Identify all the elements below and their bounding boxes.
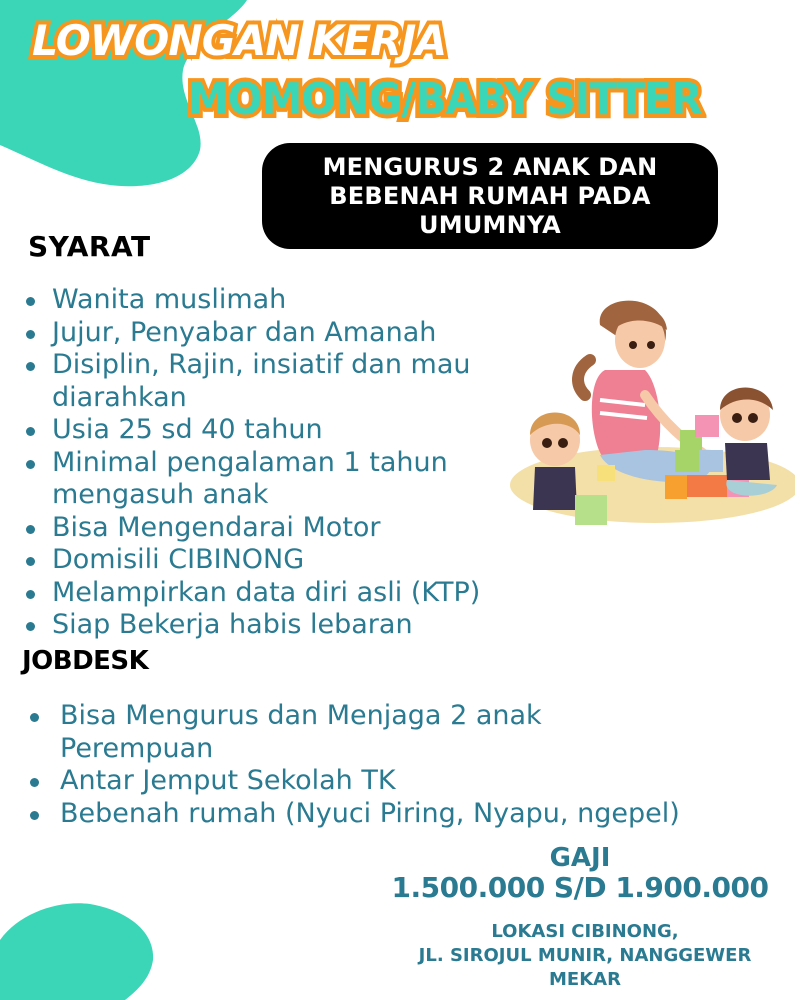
location-line1: LOKASI CIBINONG, [491,921,679,942]
list-item: Disiplin, Rajin, insiatif dan mau diarahkan [24,349,544,414]
syarat-heading: SYARAT [28,230,151,263]
list-item: Bebenah rumah (Nyuci Piring, Nyapu, ngepel) [28,798,800,831]
syarat-list [24,284,544,642]
jobdesk-list [28,700,800,830]
list-item: Wanita muslimah [24,284,544,317]
list-item: Bisa Mengendarai Motor [24,512,544,545]
summary-badge-text: MENGURUS 2 ANAK DAN BEBENAH RUMAH PADA UMUMNYA [322,152,658,239]
list-item: Melampirkan data diri asli (KTP) [24,577,544,610]
salary-label: GAJI [549,843,611,873]
list-item: Siap Bekerja habis lebaran [24,609,544,642]
summary-badge [262,143,718,249]
list-item: Usia 25 sd 40 tahun [24,414,544,447]
jobdesk-heading: JOBDESK [22,646,149,676]
title-momong-baby-sitter [188,74,702,125]
salary-amount: 1.500.000 S/D 1.900.000 [391,871,769,904]
salary-block [380,844,780,904]
list-item: Domisili CIBINONG [24,544,544,577]
title-line2-text: MOMONG/BABY SITTER [188,74,702,125]
list-item: Bisa Mengurus dan Menjaga 2 anak Perempuan [28,700,640,765]
title-lowongan-kerja [32,16,447,65]
babysitter-illustration [505,285,795,530]
location-block [380,920,790,992]
title-line1-text: LOWONGAN KERJA [32,16,447,65]
location-line2: JL. SIROJUL MUNIR, NANGGEWER [418,945,752,966]
location-line3: MEKAR [549,969,621,990]
list-item: Antar Jemput Sekolah TK [28,765,800,798]
teal-blob-bottom-left [0,900,160,1000]
list-item: Jujur, Penyabar dan Amanah [24,317,544,350]
list-item: Minimal pengalaman 1 tahun mengasuh anak [24,447,522,512]
